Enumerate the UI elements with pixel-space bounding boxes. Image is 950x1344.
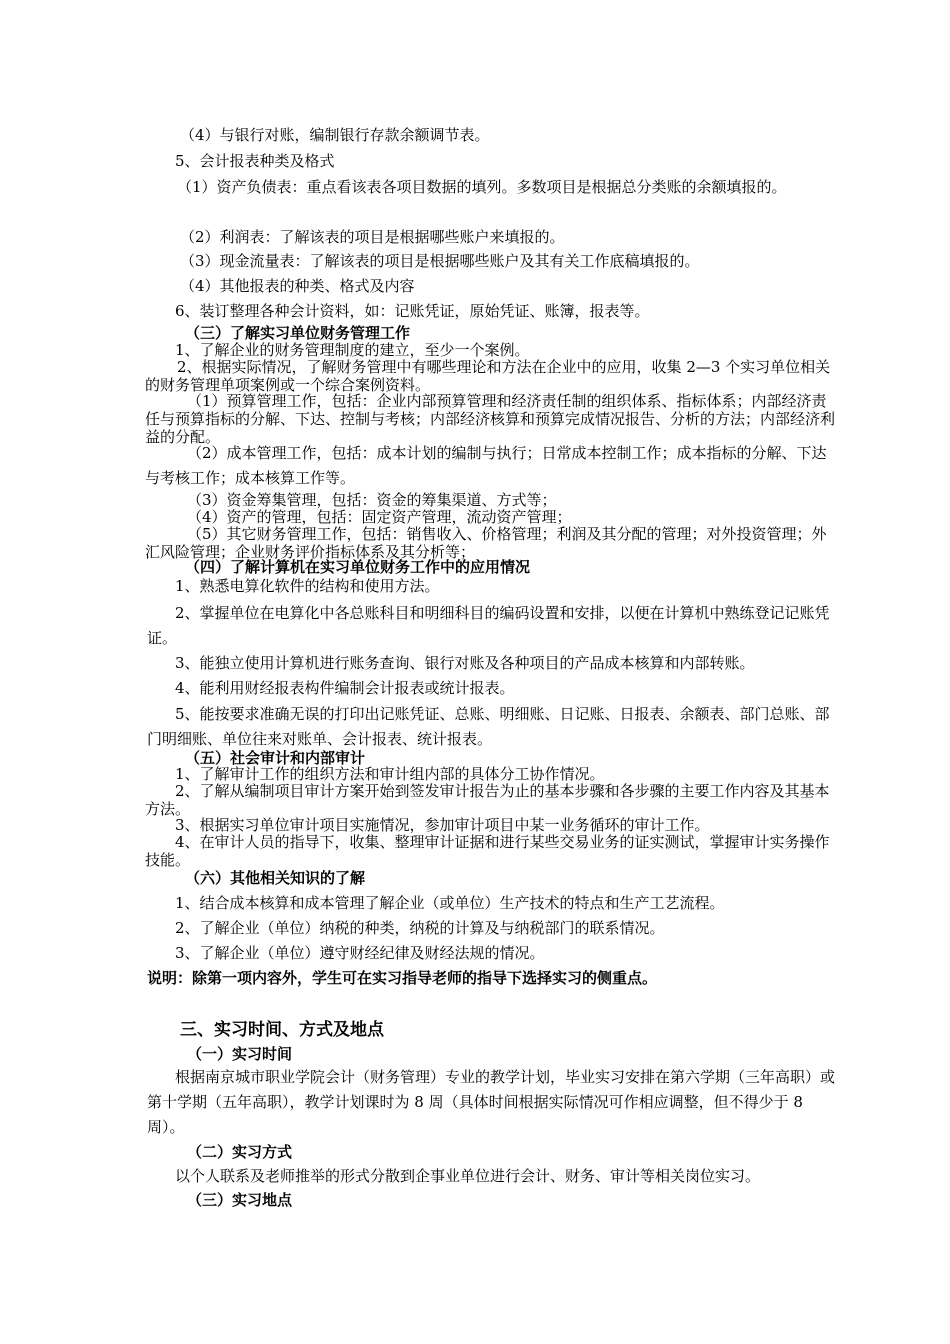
subsection-heading: （二）实习方式 [187,1143,293,1161]
section-heading: （六）其他相关知识的了解 [185,869,366,887]
paragraph: （4）其他报表的种类、格式及内容 [180,277,415,295]
paragraph: （3）现金流量表：了解该表的项目是根据哪些账户及其有关工作底稿填报的。 [180,252,700,270]
paragraph: （2）利润表：了解该表的项目是根据哪些账户来填报的。 [180,228,565,246]
subsection-heading: （三）实习地点 [187,1191,293,1209]
paragraph: 1、了解企业的财务管理制度的建立，至少一个案例。 [175,341,530,359]
paragraph: （1）预算管理工作，包括：企业内部预算管理和经济责任制的组织体系、指标体系；内部经济责任与预算指标的分解、下达、控制与考核；内部经济核算和预算完成情况报告、分析的方法；内部经济利益的分配。 [145,392,836,446]
paragraph: 2、了解企业（单位）纳税的种类，纳税的计算及与纳税部门的联系情况。 [175,919,665,937]
paragraph: 5、能按要求准确无误的打印出记账凭证、总账、明细账、日记账、日报表、余额表、部门总账、部门明细账、单位往来对账单、会计报表、统计报表。 [147,705,830,748]
paragraph: 2、了解从编制项目审计方案开始到签发审计报告为止的基本步骤和各步骤的主要工作内容及其基本方法。 [145,782,830,818]
paragraph: 5、会计报表种类及格式 [175,152,335,170]
section-heading: （三）了解实习单位财务管理工作 [185,324,411,342]
paragraph: 1、了解审计工作的组织方法和审计组内部的具体分工协作情况。 [175,765,605,783]
paragraph: （4）与银行对账，编制银行存款余额调节表。 [180,126,490,144]
paragraph: 4、在审计人员的指导下，收集、整理审计证据和进行某些交易业务的证实测试，掌握审计实务操作技能。 [145,833,830,869]
paragraph: 3、能独立使用计算机进行账务查询、银行对账及各种项目的产品成本核算和内部转账。 [175,654,755,672]
subsection-heading: （一）实习时间 [187,1045,293,1063]
paragraph: 1、熟悉电算化软件的结构和使用方法。 [175,577,440,595]
paragraph: 2、掌握单位在电算化中各总账科目和明细科目的编码设置和安排，以便在计算机中熟练登记记账凭证。 [147,604,830,647]
section-heading: （四）了解计算机在实习单位财务工作中的应用情况 [185,558,531,576]
paragraph: （3）资金筹集管理，包括：资金的筹集渠道、方式等； [187,491,557,509]
paragraph: 3、了解企业（单位）遵守财经纪律及财经法规的情况。 [175,944,545,962]
note: 说明：除第一项内容外，学生可在实习指导老师的指导下选择实习的侧重点。 [147,969,658,987]
paragraph: 2、根据实际情况，了解财务管理中有哪些理论和方法在企业中的应用，收集 2—3 个实习单位相关的财务管理单项案例或一个综合案例资料。 [145,358,831,394]
paragraph: 6、装订整理各种会计资料，如：记账凭证，原始凭证、账簿，报表等。 [175,302,650,320]
paragraph: 以个人联系及老师推举的形式分散到企事业单位进行会计、财务、审计等相关岗位实习。 [175,1167,761,1185]
paragraph: （4）资产的管理，包括：固定资产管理，流动资产管理； [187,508,572,526]
paragraph: （2）成本管理工作，包括：成本计划的编制与执行；日常成本控制工作；成本指标的分解、下达与考核工作；成本核算工作等。 [145,444,827,487]
paragraph: 4、能利用财经报表构件编制会计报表或统计报表。 [175,679,515,697]
paragraph: 根据南京城市职业学院会计（财务管理）专业的教学计划，毕业实习安排在第六学期（三年高职）或第十学期（五年高职），教学计划课时为 8 周（具体时间根据实际情况可作相应调整，但不得少于 8 周）。 [147,1068,836,1136]
paragraph: （5）其它财务管理工作，包括：销售收入、价格管理；利润及其分配的管理；对外投资管理；外汇风险管理；企业财务评价指标体系及其分析等； [145,525,827,561]
section-heading: （五）社会审计和内部审计 [185,749,366,767]
paragraph: 3、根据实习单位审计项目实施情况，参加审计项目中某一业务循环的审计工作。 [175,816,710,834]
paragraph: （1）资产负债表：重点看该表各项目数据的填列。多数项目是根据总分类账的余额填报的。 [177,178,787,196]
paragraph: 1、结合成本核算和成本管理了解企业（或单位）生产技术的特点和生产工艺流程。 [175,894,725,912]
section-title: 三、实习时间、方式及地点 [180,1020,384,1040]
